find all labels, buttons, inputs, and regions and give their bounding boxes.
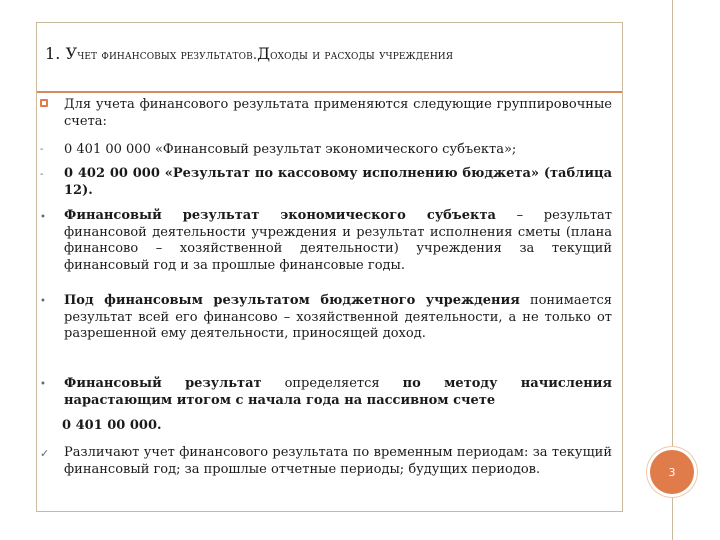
dash-bullet-icon: - xyxy=(40,169,44,180)
page-number-badge: 3 xyxy=(650,450,694,494)
dot-bullet-icon: • xyxy=(40,379,46,390)
paragraph-budget-result xyxy=(64,293,612,343)
title-part2-capital: Д xyxy=(257,44,271,63)
title-part1: чет финансовых результатов. xyxy=(77,48,258,63)
dash-bullet-icon: - xyxy=(40,144,44,155)
dot-bullet-icon: • xyxy=(40,296,46,307)
intro-text: Для учета финансового результата применяются следующие группировочные счета: xyxy=(64,97,612,129)
slide-title xyxy=(45,44,615,63)
paragraph-budget-result-term: Под финансовым результатом бюджетного учреждения xyxy=(64,293,520,308)
account-item-402: 0 402 00 000 «Результат по кассовому исполнению бюджета» (таблица 12). xyxy=(64,166,612,198)
paragraph-financial-result xyxy=(64,208,612,274)
paragraph-method-detail: по методу начисления нарастающим итогом с начала года на пассивном счете xyxy=(64,376,612,408)
paragraph-financial-result-term: Финансовый результат экономического субъекта xyxy=(64,208,496,223)
paragraph-periods: Различают учет финансового результата по временным периодам: за текущий финансовый год; за прошлые отчетные периоды; будущих периодов. xyxy=(64,445,612,477)
account-item-401: 0 401 00 000 «Финансовый результат экономического субъекта»; xyxy=(64,142,517,157)
title-number: 1. xyxy=(45,44,66,63)
paragraph-method-mid: определяется xyxy=(261,376,403,391)
check-bullet-icon: ✓ xyxy=(40,447,50,460)
paragraph-financial-result-definition: – результат финансовой деятельности учреждения и результат исполнения сметы (плана финансово – хозяйственной деятельности) учреждения за текущий финансовый год и за прошлые финансовые годы. xyxy=(64,208,612,273)
title-part2: оходы и расходы учреждения xyxy=(270,48,454,63)
paragraph-method xyxy=(64,376,612,409)
dot-bullet-icon: • xyxy=(40,212,46,223)
paragraph-method-account: 0 401 00 000. xyxy=(62,418,162,433)
title-part1-capital: У xyxy=(65,44,78,63)
square-bullet-icon xyxy=(40,99,48,107)
paragraph-budget-result-definition: понимается результат всей его финансово – хозяйственной деятельности, а не только от разрешенной ему деятельности, приносящей доход. xyxy=(64,293,612,341)
paragraph-method-term: Финансовый результат xyxy=(64,376,262,391)
